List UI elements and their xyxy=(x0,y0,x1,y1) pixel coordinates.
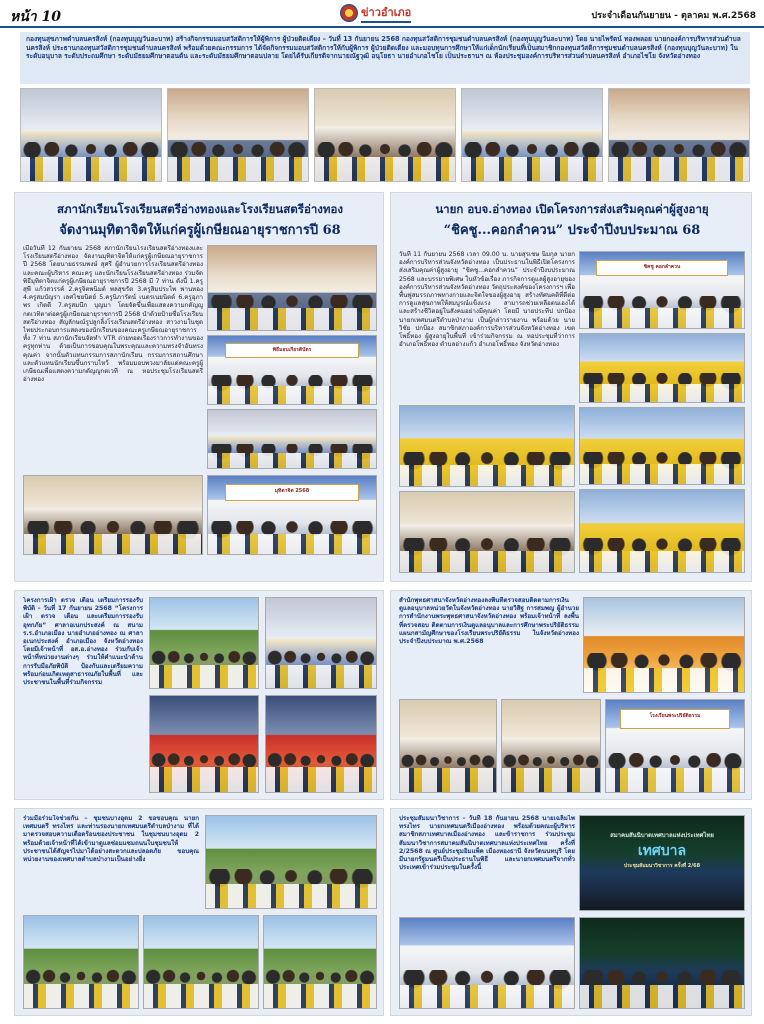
photo xyxy=(23,475,203,555)
photo xyxy=(314,88,456,182)
photo xyxy=(399,491,575,573)
photo xyxy=(265,597,377,689)
photo xyxy=(207,409,377,469)
photo xyxy=(399,699,497,793)
monk-story xyxy=(390,590,752,800)
banner-line-1: สมาคมสันนิบาตเทศบาลแห่งประเทศไทย xyxy=(610,831,714,839)
photo xyxy=(205,815,377,909)
school-stage-banner: มุทิตาจิต 2568 xyxy=(225,484,359,501)
seal-icon xyxy=(340,4,358,22)
photo xyxy=(579,333,745,403)
monk-body: สำนักพุทธศาสนาจังหวัดอ่างทองลงพื้นที่ตรวจสอบติดตามการเงินดูแลอนุบาลหน่วยวัดในจังหวัดอ่างทอง นายวิสิฐ การสมพญ ผู้อำนวยการสำนักงานพระพุทธศาสนาจังหวัดอ่างทอง พร้อมเจ้าหน้าที่ ลงพื้นที่ตรวจสอบ ติดตามการเงินดูแลอนุบาลและการศึกษาพระปริยัติธรรม แผนกสามัญศึกษาของโรงเรียนพระปริยัติธรรม ในจังหวัดอ่างทอง ประจำปีงบประมาณ พ.ศ.2568 xyxy=(399,597,579,646)
road-body: ร่วมมือร่วมใจช่วยกัน – ชุมชนบางอุดม 2 ขอขอบคุณ นายกเทศมนตรี ทรงไทร และท่านรองนายกเทศมนตรีตำบลป่างาม ที่ได้มาตรวจสอบความเดือดร้อนของประชาชน ในชุมชนบางอุดม 2 พร้อมด้วยเจ้าหน้าที่ได้เข้ามาดูแลซ่อมแซมถนนในชุมชนให้ประชาชนได้สัญจรไปมาได้อย่างสะดวกและปลอดภัย ขอบคุณหน่วยงานของเทศบาลตำบลป่างามเป็นอย่างยิ่ง xyxy=(23,815,199,864)
issue-date: ประจำเดือนกันยายน - ตุลาคม พ.ศ.2568 xyxy=(591,11,756,21)
photo xyxy=(207,245,377,331)
newspaper-logo xyxy=(340,2,430,24)
meeting-body: ประชุมสัมมนาวิชาการ – วันที่ 18 กันยายน 2568 นายเฉลิมไพ ทรงไทร นายกเทศมนตรีเมืองอ่างทอง พร้อมด้วยคณะผู้บริหาร สมาชิกสภาเทศบาลเมืองอ่างทอง และข้าราชการ ร่วมประชุมสัมมนาวิชาการสมาคมสันนิบาตเทศบาลแห่งประเทศไทย ครั้งที่ 2/2568 ณ ศูนย์ประชุมอิมแพ็ค เมืองทองธานี จังหวัดนนทบุรี โดยมีนายกรัฐมนตรีเป็นประธานในพิธี และนายกเทศมนตรีจากทั่วประเทศเข้าร่วมประชุมในครั้งนี้ xyxy=(399,815,575,872)
photo xyxy=(167,88,309,182)
photo xyxy=(579,489,745,573)
road-story xyxy=(14,808,384,1016)
school-headline-1: สภานักเรียนโรงเรียนสตรีอ่างทองและโรงเรียนสตรีอ่างทอง xyxy=(56,202,344,216)
photo xyxy=(608,88,750,182)
photo xyxy=(149,695,259,793)
photo xyxy=(263,915,377,1009)
banner-line-3: ประชุมสัมมนาวิชาการ ครั้งที่ 2/68 xyxy=(623,862,701,869)
banner-line-2: เทศบาล xyxy=(637,842,687,859)
monk-room-banner: โรงเรียนพระปริยัติธรรม xyxy=(620,709,730,729)
school-story xyxy=(14,192,384,582)
photo xyxy=(399,917,575,1009)
elderly-headline-1: นายก อบจ.อ่างทอง เปิดโครงการส่งเสริมคุณค่าผู้สูงอายุ xyxy=(435,202,709,216)
meeting-story xyxy=(390,808,752,1016)
photo xyxy=(579,815,745,911)
photo xyxy=(501,699,601,793)
school-headline-2: จัดงานมุทิตาจิตให้แก่ครูผู้เกษียณอายุราชการปี 68 xyxy=(59,223,341,238)
photo xyxy=(579,251,745,329)
elderly-headline-2: “ชิคชู...คอกลำควน” ประจำปีงบประมาณ 68 xyxy=(443,223,701,238)
photo xyxy=(461,88,603,182)
photo xyxy=(399,405,575,487)
page-number: หน้า 10 xyxy=(10,9,62,25)
top-story-text: กองทุนสุขภาพตำบลนครสิงห์ (กองทุนบุญวันละบาท) สร้างกิจกรรมมอบสวัสดิการให้ผู้พิการ ผู้ป่วยติดเตียง – วันที่ 13 กันยายน 2568 กองทุนสวัสดิการชุมชนตำบลนครสิงห์ (กองทุนบุญวันละบาท) โดย นายไพรัตน์ ทองพลอย นายกองค์การบริหารส่วนตำบลนครสิงห์ ประธานกองทุนสวัสดิการชุมชนตำบลนครสิงห์ พร้อมด้วยคณะกรรมการ ได้จัดกิจกรรมมอบสวัสดิการให้กับผู้พิการ ผู้ป่วยติดเตียง และมอบทุนการศึกษาให้แก่เด็กนักเรียนที่เป็นสมาชิกกองทุนสวัสดิการชุมชนตำบลนครสิงห์ (กองทุนบุญวันละบาท) ในระดับอนุบาล ระดับประถมศึกษา ระดับมัธยมศึกษาตอนต้น และระดับมัธยมศึกษาตอนปลาย โดยได้รับเกียรติจากนายณัฐวุฒิ อนุโยธา นายอำเภอไชโย เป็นประธานฯ ณ ห้องประชุมองค์การบริหารส่วนตำบลนครสิงห์ อำเภอไชโย จังหวัดอ่างทอง xyxy=(20,32,750,84)
photo xyxy=(207,475,377,555)
photo xyxy=(579,407,745,485)
ceremony-banner: พิธีมอบเกียรติบัตร xyxy=(225,343,359,358)
logo-text: ข่าวอำเภอ xyxy=(361,3,411,23)
photo xyxy=(143,915,259,1009)
elderly-body: วันที่ 11 กันยายน 2568 เวลา 09.00 น. นายสุรเชษ นิ่มกุล นายกองค์การบริหารส่วนจังหวัดอ่างทอง เป็นประธานในพิธีเปิดโครงการส่งเสริมคุณค่าผู้สูงอายุ “ชิคชู...คอกลำควน” ประจำปีงบประมาณ 2568 และบรรยายพิเศษ ในหัวข้อเรื่อง ภารกิจการดูแลผู้สูงอายุขององค์การบริหารส่วนจังหวัดอ่างทอง วัตถุประสงค์ของโครงการฯ เพื่อพื้นฟูสมรรถภาพทางกายและจิตใจของผู้สูงอายุ สร้างทัศนคติที่ดีต่อการดูแลสุขภาพให้สมบูรณ์แข็งแรง สามารถช่วยเหลือตนเองได้ และสร้างชีวิตอยู่ในสังคมอย่างมีคุณค่า โดยมี นายประทีป ปกป้อง นายกเทศมนตรีตำบลป่างาม เป็นผู้กล่าวรายงาน พร้อมด้วย นายวิชัย ปกป้อง สมาชิกสภาองค์การบริหารส่วนจังหวัดอ่างทอง เขต โพธิ์ทอง ผู้สูงอายุในพื้นที่ เข้าร่วมกิจกรรม ณ หอประชุมที่ว่าการอำเภอโพธิ์ทอง ตำบลอ่างแก้ว อำเภอโพธิ์ทอง จังหวัดอ่างทอง xyxy=(399,251,575,349)
page-header xyxy=(0,0,764,28)
photo xyxy=(579,917,745,1009)
top-story-photos xyxy=(20,88,750,182)
elderly-stage-banner: ชิคชู คอกลำควน xyxy=(596,260,727,277)
photo xyxy=(265,695,377,793)
training-body: โครงการเฝ้า ตรวจ เตือน เตรียมการรองรับพิบัติ – วันที่ 17 กันยายน 2568 “โครงการเฝ้า ตรวจ เตือน และเตรียมการรองรับอุทกภัย” ศาลาอเนกประสงค์ ณ สนาม ร.ร.อำเภอเมือง นายอำเภออ่างทอง ณ ศาลาอเนกประสงค์ อำเภอเมือง จังหวัดอ่างทอง โดยมีเจ้าหน้าที่ อส.อ.อ่างทอง ร่วมกับเจ้าหน้าที่หน่วยงานต่างๆ ร่วมให้คำแนะนำด้านการรับมือภัยพิบัติ ป้องกันและเตรียมความพร้อมก่อนเกิดเหตุสาธารณภัยในพื้นที่ และประชาชนในพื้นที่ร่วมกิจกรรม xyxy=(23,597,143,687)
photo xyxy=(605,699,745,793)
meeting-banner xyxy=(596,824,727,880)
elderly-story xyxy=(390,192,752,582)
photo xyxy=(207,335,377,405)
school-body: เมื่อวันที่ 12 กันยายน 2568 สภานักเรียนโรงเรียนสตรีอ่างทองและโรงเรียนสตรีอ่างทอง จัดงานมุทิตาจิตให้แก่ครูผู้เกษียณอายุราชการปี 2568 โดยนายธรรมพงษ์ สุศรี ผู้อำนวยการโรงเรียนสตรีอ่างทอง และคณะผู้บริหาร คณะครู และนักเรียนโรงเรียนสตรีอ่างทอง ร่วมจัดพิธีมุทิตาจิตแก่ครูผู้เกษียณอายุราชการปี 2568 มี 7 ท่าน ดังนี้ 1.ครูสุพี แก้วสวรรค์ 2.ครูจิตพนิมต์ พลสุขรัต 3.ครูสิมประไพ พานทอง 4.ครูสมบัญรา เลศไชยนิตย์ 5.ครูนิภารัตน์ เนตรเนยนิตต์ 6.ครูอุภาพร เกิดดี 7.ครูสมนึก บุญมา โดยจัดขึ้นเพื่อแสดงความกตัญญูกตเวทิตาต่อครูผู้เกษียณอายุราชการปี 2568 นำด้วยป้ายชื่อโรงเรียนสตรีอ่างทอง สัญลักษณ์รูปลูกลิ้งโรงเรียนสตรีอ่างทอง สาวงามในชุดไทยประกอบการแสดงของนักเรียนของคณะครูเกษียณอายุราชการทั้ง 7 ท่าน สภานักเรียนจัดทำ VTR ถ่ายทอดเรื่องราวการทำงานของครูทุกท่าน ด้วยเป็นการขอบคุณในพระคุณและความทรงจำอันทรงคุณค่า จากนั้นตัวแทนกรรมการสภานักเรียน กรรมการสถานศึกษา และตัวแทนนักเรียนขึ้นกราบไหว้ พร้อมมอบพวงมาลัยแด่คณะครูผู้เกษียณเพื่อแสดงความกตัญญูกตเวที ณ หอประชุมโรงเรียนสตรีอ่างทอง xyxy=(23,245,203,384)
photo xyxy=(149,597,259,689)
photo xyxy=(20,88,162,182)
photo xyxy=(583,597,745,693)
photo xyxy=(23,915,139,1009)
training-story xyxy=(14,590,384,800)
